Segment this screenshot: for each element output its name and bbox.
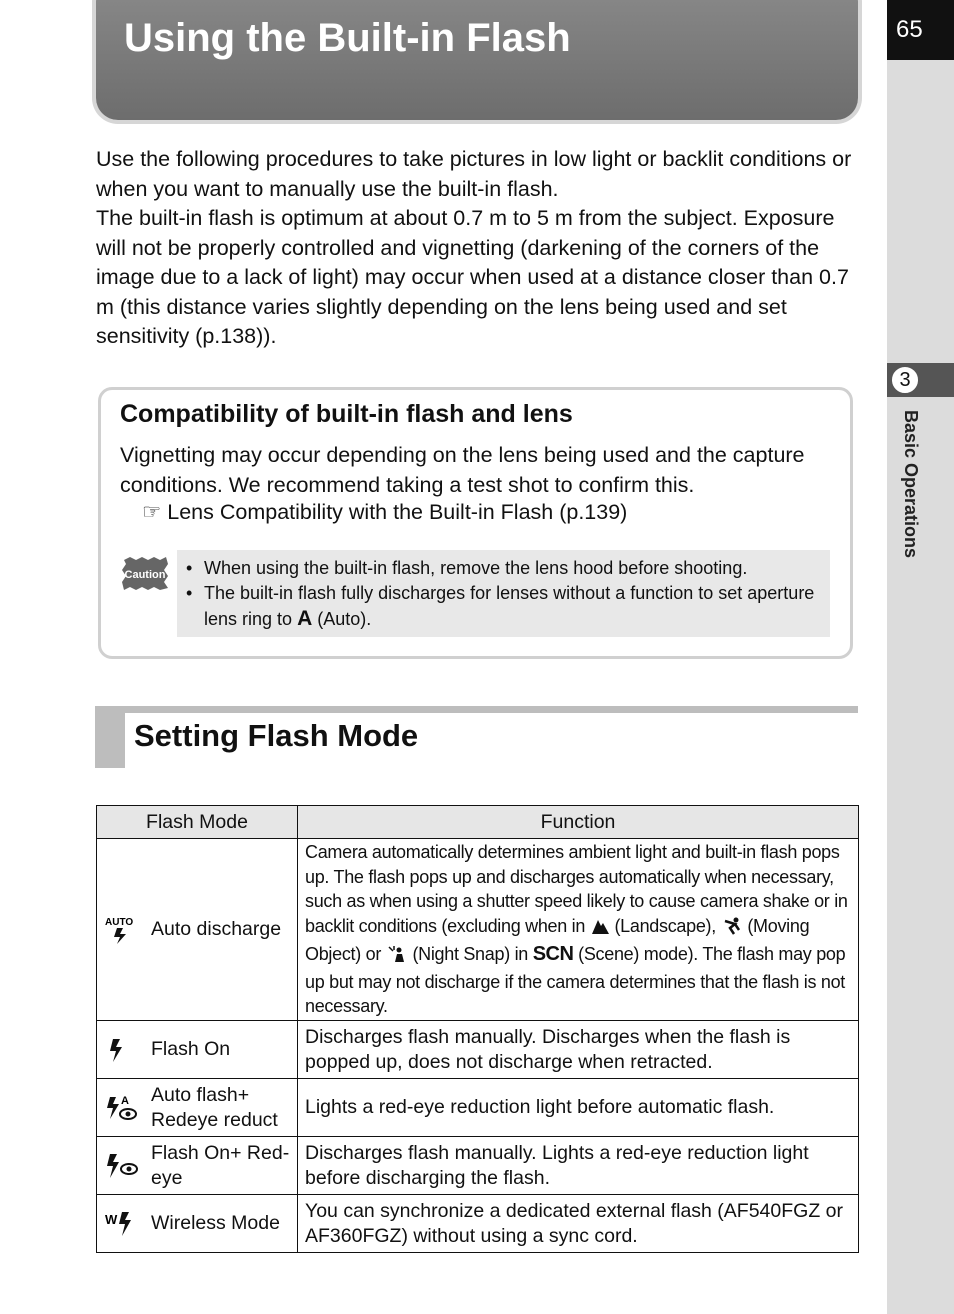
function-text: Camera automatically determines ambient light and built-in flash pops up. The flash pops up and discharges automatically when necessary, such as when using a shutter speed likely to cause camera shake or in backlit conditions (excluding when in: [305, 841, 848, 937]
section-title: Setting Flash Mode: [134, 718, 419, 753]
scene-mode-symbol: SCN: [532, 942, 574, 965]
caution-icon-label: Caution: [124, 569, 166, 581]
header-flash-mode: Flash Mode: [97, 806, 298, 839]
side-strip: [887, 0, 954, 1314]
flash-on-icon: [105, 1037, 151, 1063]
section-rule: [95, 706, 858, 713]
moving-object-icon: [721, 917, 743, 942]
caution-item-text: When using the built-in flash, remove the lens hood before shooting.: [204, 558, 748, 578]
caution-icon: [120, 556, 170, 590]
compat-title: Compatibility of built-in flash and lens: [120, 400, 573, 428]
caution-item-text-end: (Auto).: [317, 609, 372, 629]
function-text: (Moving Object) or: [305, 916, 810, 964]
table-row: [97, 839, 859, 1021]
mode-cell: [97, 1195, 298, 1253]
caution-item: [186, 581, 826, 632]
function-cell: Discharges flash manually. Discharges when the flash is popped up, does not discharge when retracted.: [298, 1021, 859, 1079]
svg-text:A: A: [121, 1094, 129, 1107]
svg-text:W: W: [105, 1211, 118, 1227]
table-row: [97, 1079, 859, 1137]
auto-flash-icon: [105, 915, 151, 945]
function-cell: Discharges flash manually. Lights a red-eye reduction light before discharging the flash.: [298, 1137, 859, 1195]
page-title: Using the Built-in Flash: [124, 16, 571, 60]
flash-redeye-icon: [105, 1151, 151, 1181]
intro-text: [96, 145, 858, 352]
mode-cell: [97, 839, 298, 1021]
compat-body: [120, 441, 845, 500]
chapter-number: 3: [891, 366, 919, 394]
mode-label: Flash On: [151, 1038, 231, 1061]
caution-item: [186, 556, 826, 581]
table-row: [97, 1021, 859, 1079]
table-header-row: [97, 806, 859, 839]
auto-redeye-icon: [105, 1093, 151, 1123]
function-cell: You can synchronize a dedicated external flash (AF540FGZ or AF360FGZ) without using a sync cord.: [298, 1195, 859, 1253]
section-marker: [95, 706, 125, 768]
caution-list: [186, 556, 826, 632]
table-row: [97, 1137, 859, 1195]
chapter-label: Basic Operations: [901, 410, 921, 559]
mode-label: Flash On+ Red-eye: [151, 1142, 290, 1189]
flash-mode-table: [96, 805, 859, 1253]
mode-cell: [97, 1079, 298, 1137]
landscape-icon: [590, 917, 610, 942]
function-text: (Landscape),: [614, 916, 716, 937]
function-text: (Scene) mode). The flash may pop up but may not discharge if the camera determines that the flash is not necessary.: [305, 943, 846, 1017]
svg-text:AUTO: AUTO: [105, 916, 134, 928]
intro-para-1: Use the following procedures to take pictures in low light or backlit conditions or when you want to manually use the built-in flash.: [96, 147, 852, 201]
header-function: Function: [298, 806, 859, 839]
compat-reference-text: Lens Compatibility with the Built-in Flash (p.139): [167, 500, 628, 524]
function-text: (Night Snap) in: [412, 943, 528, 964]
function-cell: [298, 839, 859, 1021]
mode-cell: [97, 1021, 298, 1079]
night-snap-icon: [386, 945, 408, 970]
caution-item-text: The built-in flash fully discharges for lenses without a function to set aperture lens ring to: [204, 583, 815, 629]
table-row: [97, 1195, 859, 1253]
mode-cell: [97, 1137, 298, 1195]
mode-label: Wireless Mode: [151, 1212, 280, 1235]
page-number: 65: [887, 0, 954, 60]
pointing-hand-icon: ☞: [142, 500, 162, 524]
compat-reference: [142, 500, 627, 525]
mode-label: Auto flash+ Redeye reduct: [151, 1084, 278, 1131]
compat-body-text: Vignetting may occur depending on the lens being used and the capture conditions. We recommend taking a test shot to confirm this.: [120, 443, 805, 497]
mode-label: Auto discharge: [151, 918, 282, 941]
aperture-a-symbol: A: [297, 607, 313, 630]
wireless-flash-icon: [105, 1209, 151, 1239]
function-cell: Lights a red-eye reduction light before automatic flash.: [298, 1079, 859, 1137]
intro-para-2: The built-in flash is optimum at about 0.7 m to 5 m from the subject. Exposure will not be properly controlled and vignetting (darkening of the corners of the image due to a lack of light) may occur when used at a distance closer than 0.7 m (this distance varies slightly depending on the lens being used and set sensitivity (p.138)).: [96, 206, 849, 348]
